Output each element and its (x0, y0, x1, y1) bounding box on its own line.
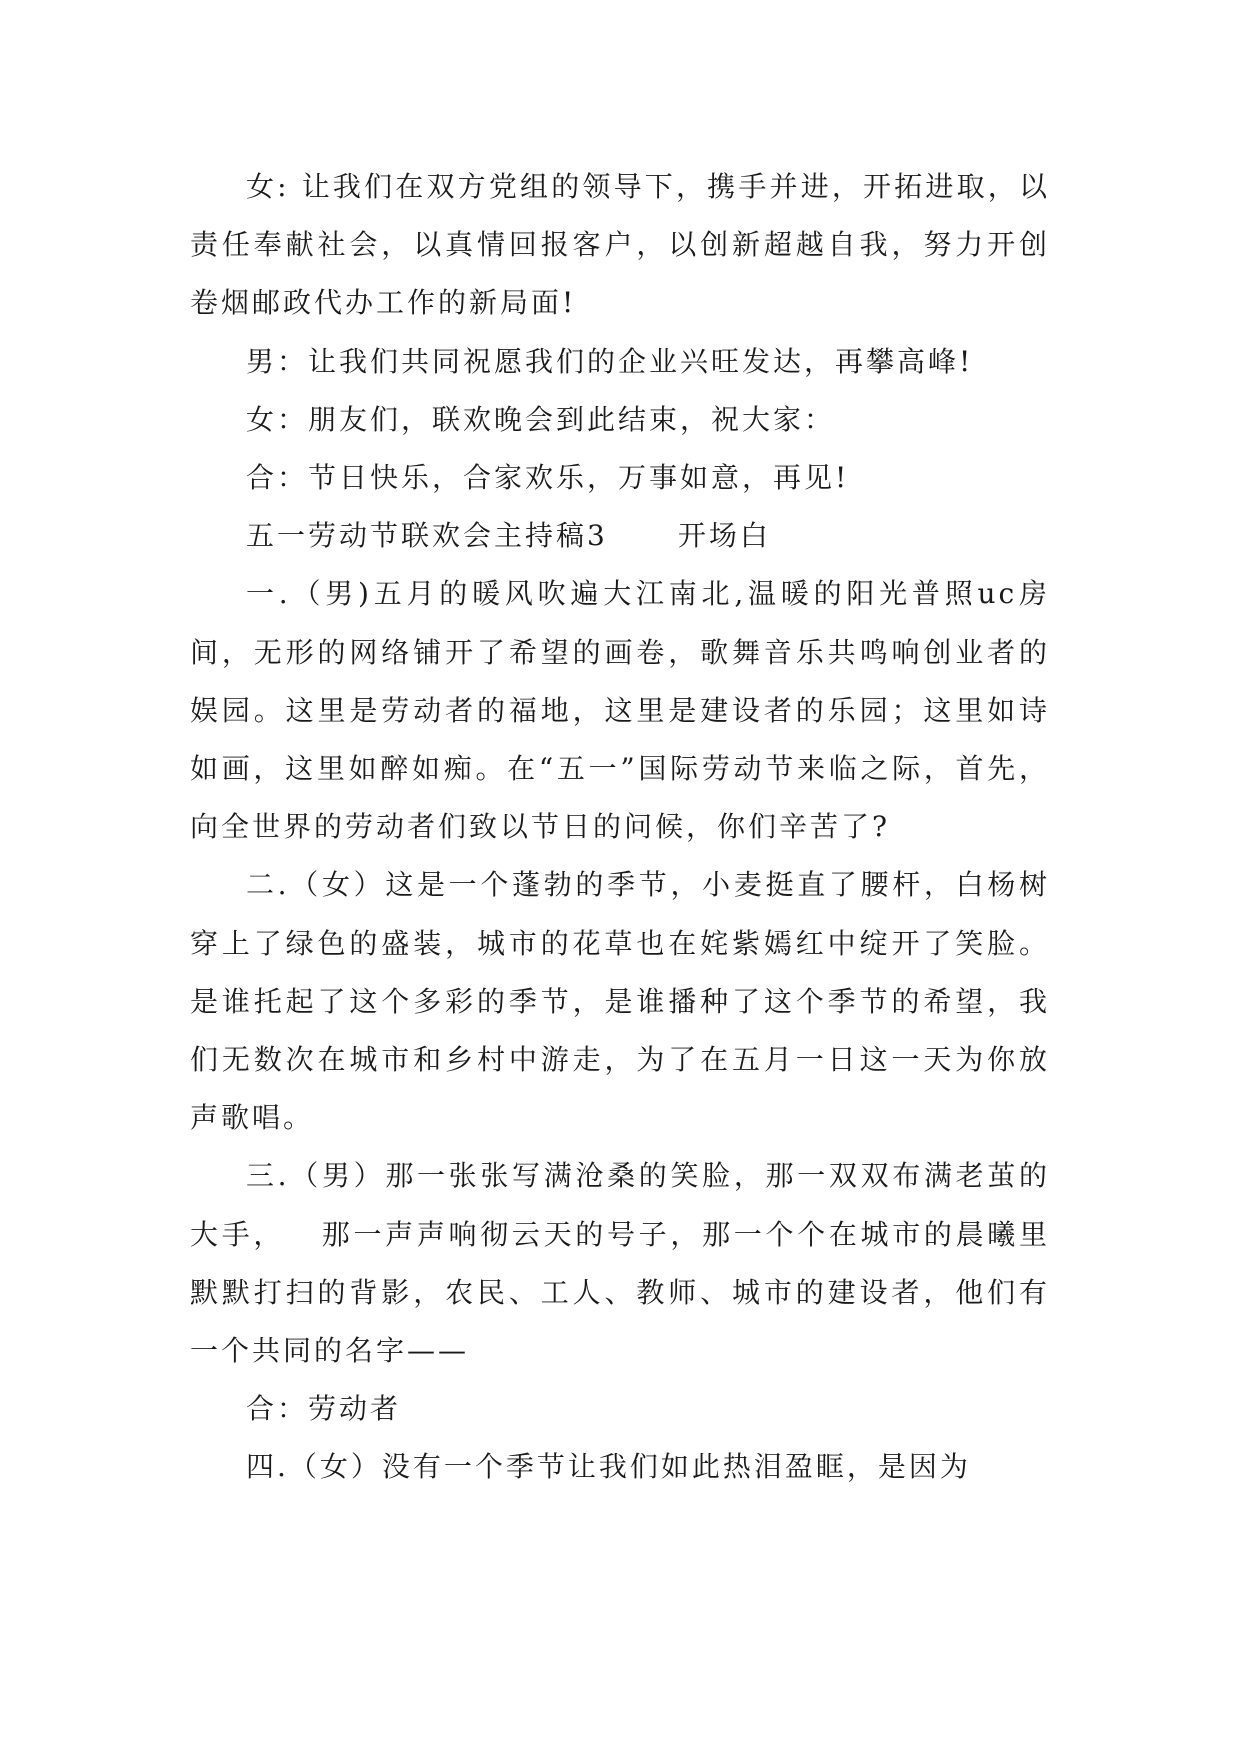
section-heading (190, 507, 1050, 565)
paragraph-three-part-a: 三.（男）那一张张写满沧桑的笑脸，那一双双布满老茧的大手， (190, 1159, 1050, 1251)
paragraph-two: 二.（女）这是一个蓬勃的季节，小麦挺直了腰杆，白杨树穿上了绿色的盛装，城市的花草也在姹紫嫣红中绽开了笑脸。是谁托起了这个多彩的季节，是谁播种了这个季节的希望，我们无数次在城市和乡村中游走，为了在五月一日这一天为你放声歌唱。 (190, 868, 1050, 1135)
paragraph-chorus-goodbye: 合：节日快乐，合家欢乐，万事如意，再见! (246, 461, 850, 495)
paragraph-four: 四.（女）没有一个季节让我们如此热泪盈眶，是因为 (246, 1450, 971, 1484)
paragraph-female-farewell: 女：朋友们，联欢晚会到此结束，祝大家： (246, 402, 836, 436)
document-body (190, 158, 1050, 1497)
paragraph-one: 一.（男)五月的暖风吹遍大江南北,温暖的阳光普照uc房间，无形的网络铺开了希望的画卷，歌舞音乐共鸣响创业者的娱园。这里是劳动者的福地，这里是建设者的乐园；这里如诗如画，这里如醉如痴。在“五一”国际劳动节来临之际，首先，向全世界的劳动者们致以节日的问候，你们辛苦了? (190, 577, 1050, 844)
section-title: 五一劳动节联欢会主持稿3 (246, 519, 608, 553)
paragraph-male-wish: 男：让我们共同祝愿我们的企业兴旺发达，再攀高峰! (246, 344, 974, 378)
paragraph-three (190, 1147, 1050, 1380)
paragraph-female-closing: 女: 让我们在双方党组的领导下，携手并进，开拓进取，以责任奉献社会，以真情回报客户，以创新超越自我，努力开创卷烟邮政代办工作的新局面! (190, 170, 1050, 320)
paragraph-three-part-b: 那一声声响彻云天的号子，那一个个在城市的晨曦里默默打扫的背影，农民、工人、教师、城市的建设者，他们有一个共同的名字—— (190, 1217, 1050, 1368)
paragraph-chorus-workers: 合：劳动者 (246, 1392, 402, 1426)
section-subtitle: 开场白 (677, 519, 771, 553)
